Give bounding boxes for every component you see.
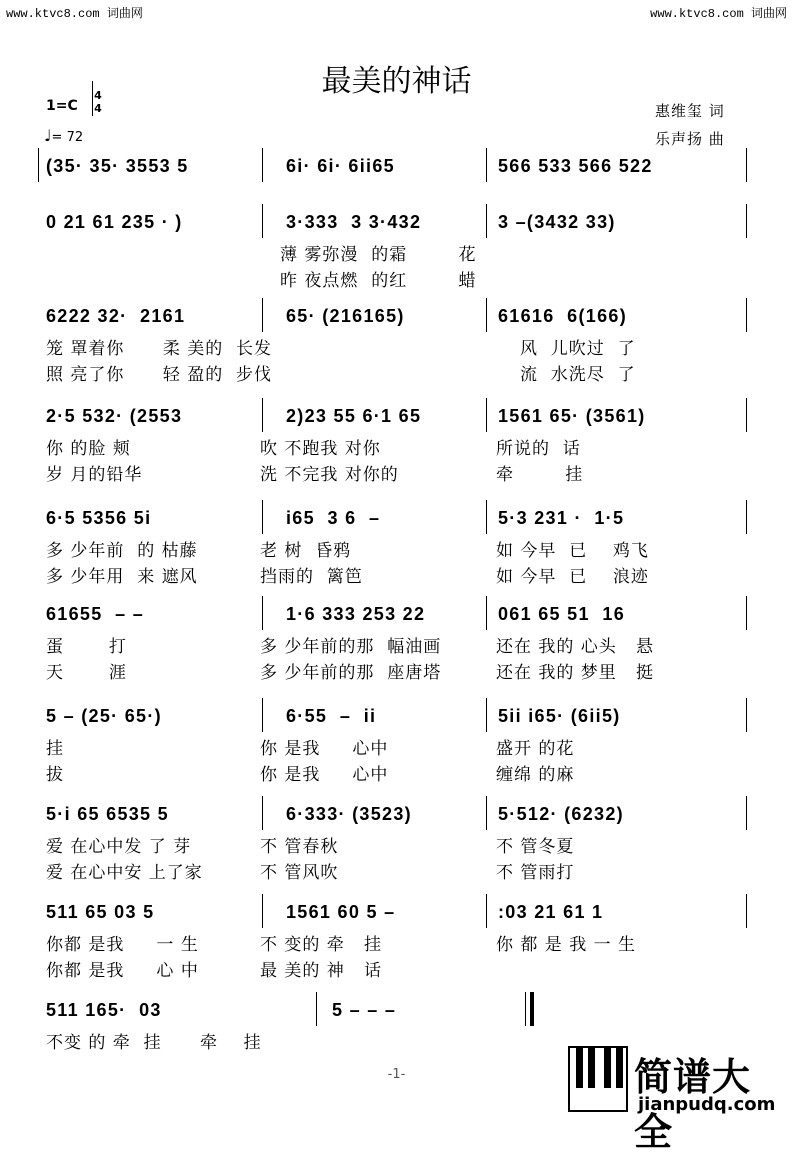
measure-notation: 5 – – –: [332, 1000, 397, 1020]
lyric-line: 牵 挂: [496, 465, 584, 485]
barline: [486, 204, 487, 238]
logo-url: jianpudq.com: [638, 1094, 776, 1115]
lyric-line: 如 今早 已 鸡飞: [496, 541, 649, 561]
lyric-line: 挂: [46, 739, 64, 759]
lyric-line: 还在 我的 梦里 挺: [496, 663, 655, 683]
lyric-line: 昨 夜点燃 的红 蜡: [280, 271, 477, 291]
measure-notation: 6·5 5356 5i: [46, 508, 152, 528]
lyric-line: 最 美的 神 话: [260, 961, 383, 981]
measure-notation: 3·333 3 3·432: [286, 212, 422, 232]
tempo-value: = 72: [51, 130, 84, 145]
lyric-line: 老 树 昏鸦: [260, 541, 352, 561]
lyric-line: 不 管春秋: [260, 837, 339, 857]
measure-notation: 5ii i65· (6ii5): [498, 706, 621, 726]
measure-notation: 5·i 65 6535 5: [46, 804, 169, 824]
lyric-line: 洗 不完我 对你的: [260, 465, 399, 485]
lyric-line: 挡雨的 篱笆: [260, 567, 363, 587]
lyric-line: 多 少年前的那 幅油画: [260, 637, 442, 657]
measure-notation: 566 533 566 522: [498, 156, 653, 176]
barline: [262, 298, 263, 332]
barline: [530, 992, 534, 1026]
time-signature: [92, 89, 104, 115]
barline: [262, 698, 263, 732]
lyric-line: 你都 是我 心 中: [46, 961, 199, 981]
key-signature: 1=C: [46, 98, 78, 114]
lyric-line: 还在 我的 心头 悬: [496, 637, 655, 657]
page-number: -1-: [387, 1067, 406, 1082]
measure-notation: 1·6 333 253 22: [286, 604, 426, 624]
barline: [486, 500, 487, 534]
lyric-line: 缠绵 的麻: [496, 765, 575, 785]
barline: [525, 992, 526, 1026]
lyric-line: 薄 雾弥漫 的霜 花: [280, 245, 477, 265]
barline: [262, 148, 263, 182]
lyric-line: 笼 罩着你 柔 美的 长发: [46, 339, 273, 359]
measure-notation: 2·5 532· (2553: [46, 406, 183, 426]
tempo-marking: [44, 126, 83, 145]
measure-notation: 1561 65· (3561): [498, 406, 646, 426]
lyric-line: 爱 在心中安 上了家: [46, 863, 203, 883]
lyric-line: 多 少年前 的 枯藤: [46, 541, 198, 561]
lyric-line: 盛开 的花: [496, 739, 575, 759]
lyric-line: 不变 的 牵 挂 牵 挂: [46, 1033, 262, 1053]
lyric-line: 你 是我 心中: [260, 739, 389, 759]
measure-notation: 1561 60 5 –: [286, 902, 396, 922]
measure-notation: 2)23 55 6·1 65: [286, 406, 422, 426]
measure-notation: 5·512· (6232): [498, 804, 624, 824]
lyric-line: 所说的 话: [496, 439, 581, 459]
measure-notation: 0 21 61 235 · ): [46, 212, 183, 232]
barline: [486, 796, 487, 830]
time-sig-divider: [92, 81, 93, 116]
lyric-line: 岁 月的铅华: [46, 465, 143, 485]
lyric-line: 流 水洗尽 了: [520, 365, 636, 385]
barline: [262, 894, 263, 928]
barline: [746, 398, 747, 432]
lyric-line: 你 的脸 颊: [46, 439, 131, 459]
song-title: 最美的神话: [321, 64, 472, 99]
measure-notation: 6·333· (3523): [286, 804, 412, 824]
barline: [746, 796, 747, 830]
barline: [746, 204, 747, 238]
time-sig-bottom: 4: [94, 102, 102, 115]
lyric-line: 你 是我 心中: [260, 765, 389, 785]
site-watermark-right: www.ktvc8.com 词曲网: [650, 7, 787, 21]
site-logo: [568, 1046, 788, 1154]
quarter-note-icon: ♩: [44, 126, 52, 145]
barline: [316, 992, 317, 1026]
lyric-line: 照 亮了你 轻 盈的 步伐: [46, 365, 273, 385]
measure-notation: 5·3 231 · 1·5: [498, 508, 625, 528]
composer-credit: 乐声扬 曲: [655, 130, 725, 148]
measure-notation: 5 – (25· 65·): [46, 706, 162, 726]
barline: [746, 298, 747, 332]
barline: [486, 596, 487, 630]
barline: [486, 148, 487, 182]
lyric-line: 不 管风吹: [260, 863, 339, 883]
lyric-line: 多 少年用 来 遮风: [46, 567, 198, 587]
lyric-line: 多 少年前的那 座唐塔: [260, 663, 442, 683]
barline: [746, 894, 747, 928]
barline: [262, 398, 263, 432]
barline: [746, 148, 747, 182]
measure-notation: 511 165· 03: [46, 1000, 162, 1020]
lyricist-credit: 惠维玺 词: [655, 102, 725, 120]
lyric-line: 不 管雨打: [496, 863, 575, 883]
barline: [262, 204, 263, 238]
lyric-line: 风 儿吹过 了: [520, 339, 636, 359]
measure-notation: :03 21 61 1: [498, 902, 604, 922]
barline: [486, 298, 487, 332]
logo-text: 简谱大全: [634, 1055, 752, 1154]
barline: [746, 698, 747, 732]
time-sig-top: 4: [94, 89, 102, 102]
lyric-line: 不 变的 牵 挂: [260, 935, 383, 955]
barline: [486, 698, 487, 732]
measure-notation: 061 65 51 16: [498, 604, 626, 624]
barline: [746, 596, 747, 630]
measure-notation: 61655 – –: [46, 604, 145, 624]
measure-notation: 3 –(3432 33): [498, 212, 616, 232]
barline: [746, 500, 747, 534]
measure-notation: 6i· 6i· 6ii65: [286, 156, 395, 176]
barline: [486, 398, 487, 432]
lyric-line: 蛋 打: [46, 637, 127, 657]
lyric-line: 你 都 是 我 一 生: [496, 935, 637, 955]
barline: [262, 796, 263, 830]
measure-notation: 511 65 03 5: [46, 902, 155, 922]
measure-notation: (35· 35· 3553 5: [46, 156, 189, 176]
lyric-line: 你都 是我 一 生: [46, 935, 199, 955]
barline: [486, 894, 487, 928]
measure-notation: 65· (216165): [286, 306, 405, 326]
lyric-line: 拔: [46, 765, 64, 785]
lyric-line: 如 今早 已 浪迹: [496, 567, 649, 587]
barline: [262, 596, 263, 630]
measure-notation: i65 3 6 –: [286, 508, 381, 528]
lyric-line: 爱 在心中发 了 芽: [46, 837, 192, 857]
site-watermark-left: www.ktvc8.com 词曲网: [6, 7, 143, 21]
barline: [38, 148, 39, 182]
lyric-line: 天 涯: [46, 663, 127, 683]
measure-notation: 61616 6(166): [498, 306, 627, 326]
lyric-line: 吹 不跑我 对你: [260, 439, 381, 459]
lyric-line: 不 管冬夏: [496, 837, 575, 857]
measure-notation: 6222 32· 2161: [46, 306, 186, 326]
barline: [262, 500, 263, 534]
piano-icon: [568, 1046, 628, 1112]
measure-notation: 6·55 – ii: [286, 706, 377, 726]
